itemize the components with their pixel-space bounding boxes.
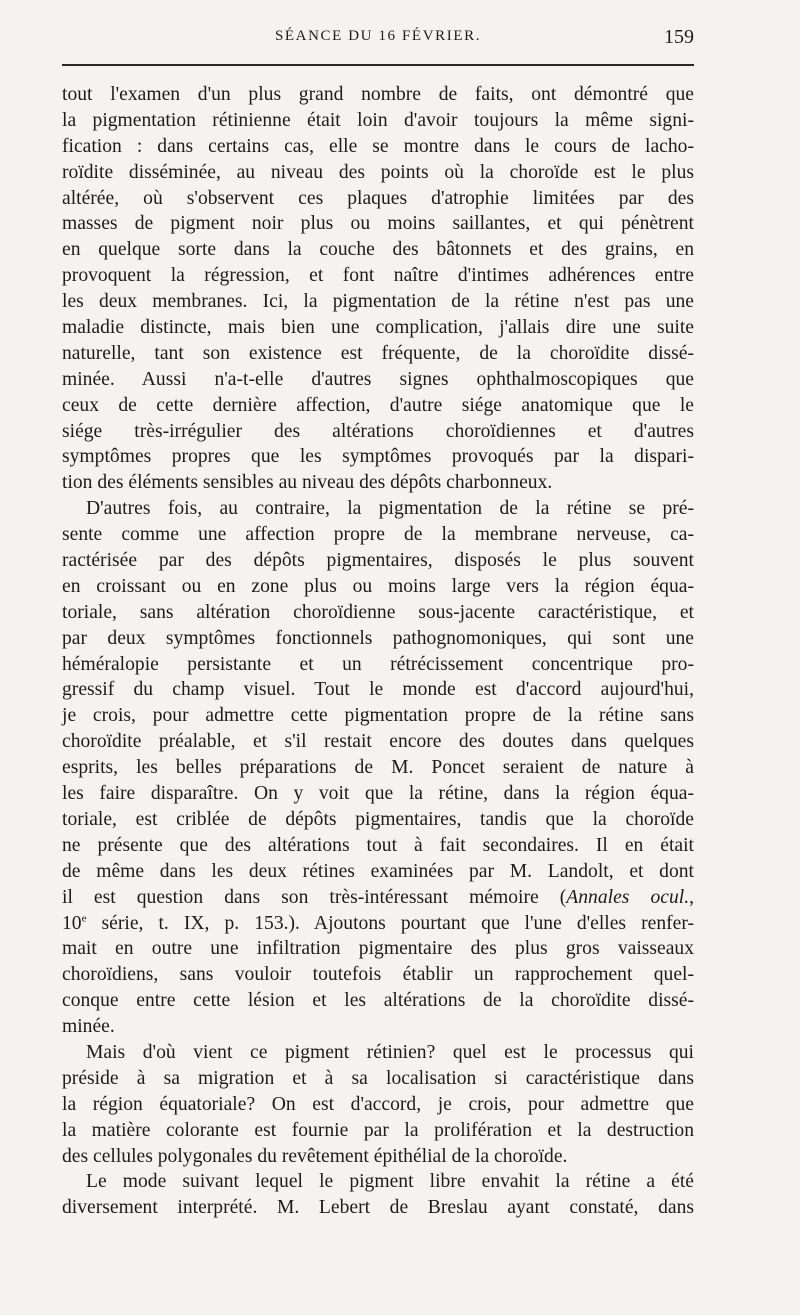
text-line: de même dans les deux rétines examinées par M. Landolt, et dont	[62, 860, 694, 882]
header-rule	[62, 64, 694, 66]
text-line: la matière colorante est fournie par la prolifération et la destruction	[62, 1119, 694, 1141]
text-line: la pigmentation rétinienne était loin d'avoir toujours la même signi-	[62, 109, 694, 131]
text-line: la région équatoriale? On est d'accord, je crois, pour admettre que	[62, 1093, 694, 1115]
text-line: maladie distincte, mais bien une complication, j'allais dire une suite	[62, 317, 694, 339]
text-line: héméralopie persistante et un rétrécissement concentrique pro-	[62, 653, 694, 675]
text-line: tout l'examen d'un plus grand nombre de faits, ont démontré que	[62, 84, 694, 105]
page-header	[62, 28, 694, 60]
citation-prefix: il est question dans son très-intéressant mémoire (	[62, 886, 567, 908]
body-text	[62, 82, 694, 1221]
paragraph-start-line: Mais d'où vient ce pigment rétinien? quel est le processus qui	[86, 1041, 694, 1063]
series-superscript: e	[81, 911, 87, 924]
text-line: gressif du champ visuel. Tout le monde est d'accord aujourd'hui,	[62, 679, 694, 701]
text-line: par deux symptômes fonctionnels pathognomoniques, qui sont une	[62, 627, 694, 649]
text-line: en croissant ou en zone plus ou moins large vers la région équa-	[62, 575, 694, 597]
paragraph-start-line: Le mode suivant lequel le pigment libre envahit la rétine a été	[86, 1171, 694, 1193]
text-line: naturelle, tant son existence est fréquente, de la choroïdite dissé-	[62, 342, 694, 364]
journal-title: Annales ocul.	[566, 886, 690, 908]
text-line-series	[62, 911, 694, 937]
text-line: les deux membranes. Ici, la pigmentation de la rétine n'est pas une	[62, 291, 694, 313]
text-line: diversement interprété. M. Lebert de Breslau ayant constaté, dans	[62, 1197, 694, 1219]
series-rest: série, t. IX, p. 153.). Ajoutons pourtant que l'une d'elles renfer-	[86, 912, 694, 934]
text-line: les faire disparaître. On y voit que la rétine, dans la région équa-	[62, 783, 694, 805]
text-line: ceux de cette dernière affection, d'autre siége anatomique que le	[62, 394, 694, 416]
text-line: masses de pigment noir plus ou moins saillantes, et qui pénètrent	[62, 213, 694, 235]
running-head: SÉANCE DU 16 FÉVRIER.	[274, 28, 482, 44]
text-line: préside à sa migration et à sa localisation si caractéristique dans	[62, 1067, 694, 1089]
paragraph-start-line: D'autres fois, au contraire, la pigmentation de la rétine se pré-	[86, 498, 694, 520]
text-line: minée. Aussi n'a-t-elle d'autres signes ophthalmoscopiques que	[62, 368, 694, 390]
text-line: conque entre cette lésion et les altérations de la choroïdite dissé-	[62, 990, 694, 1012]
text-line: roïdite disséminée, au niveau des points où la choroïde est le plus	[62, 161, 694, 183]
text-line-citation	[62, 885, 694, 911]
text-line: provoquent la régression, et font naître d'intimes adhérences entre	[62, 265, 694, 287]
text-line: choroïdite préalable, et s'il restait encore des doutes dans quelques	[62, 731, 694, 753]
text-line: ne présente que des altérations tout à fait secondaires. Il en était	[62, 834, 694, 856]
text-line: en quelque sorte dans la couche des bâtonnets et des grains, en	[62, 239, 694, 261]
text-line: fication : dans certains cas, elle se montre dans le cours de lacho-	[62, 135, 694, 157]
text-line: toriale, est criblée de dépôts pigmentaires, tandis que la choroïde	[62, 808, 694, 830]
page-number: 159	[664, 26, 694, 48]
text-line: tion des éléments sensibles au niveau des dépôts charbonneux.	[62, 472, 553, 494]
text-line: mait en outre une infiltration pigmentaire des plus gros vaisseaux	[62, 938, 694, 960]
text-line: toriale, sans altération choroïdienne sous-jacente caractéristique, et	[62, 601, 694, 623]
citation-suffix: ,	[689, 886, 695, 908]
text-line: altérée, où s'observent ces plaques d'atrophie limitées par des	[62, 187, 694, 209]
text-line: minée.	[62, 1016, 115, 1038]
text-line: sente comme une affection propre de la membrane nerveuse, ca-	[62, 524, 694, 546]
text-line: esprits, les belles préparations de M. Poncet seraient de nature à	[62, 757, 694, 779]
text-line: des cellules polygonales du revêtement épithélial de la choroïde.	[62, 1145, 568, 1167]
text-line: choroïdiens, sans vouloir toutefois établir un rapprochement quel-	[62, 964, 694, 986]
series-number: 10	[62, 912, 82, 934]
text-line: siége très-irrégulier des altérations choroïdiennes et d'autres	[62, 420, 694, 442]
text-line: je crois, pour admettre cette pigmentation propre de la rétine sans	[62, 705, 694, 727]
text-line: ractérisée par des dépôts pigmentaires, disposés le plus souvent	[62, 550, 694, 572]
text-line: symptômes propres que les symptômes provoqués par la dispari-	[62, 446, 694, 468]
